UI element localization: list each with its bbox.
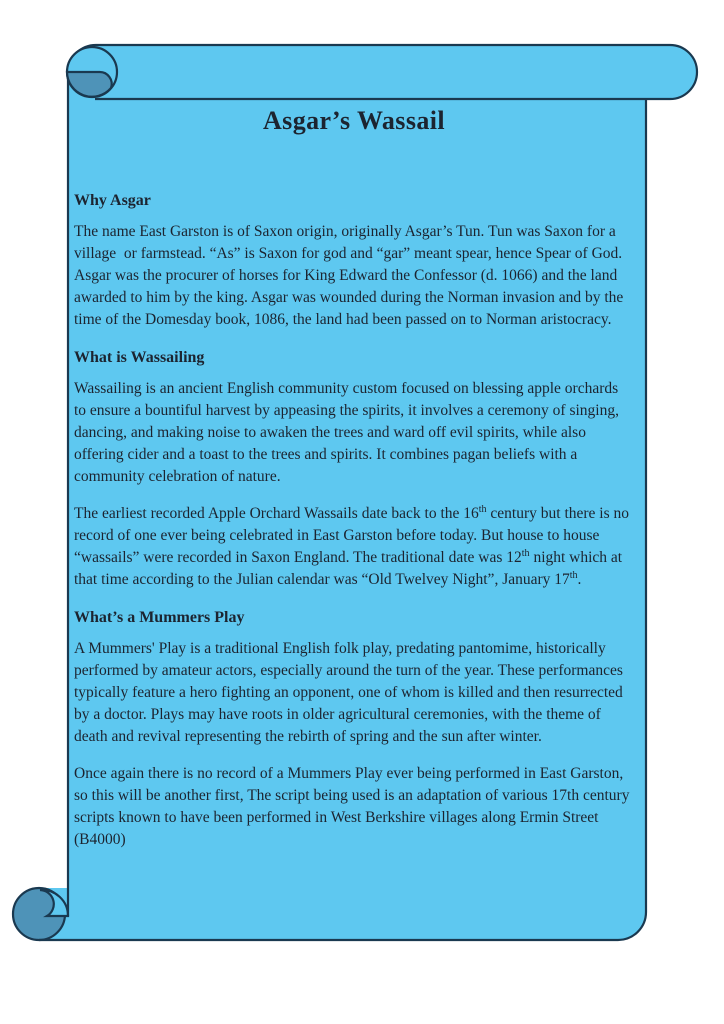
section-heading-why-asgar: Why Asgar bbox=[74, 192, 151, 209]
section-heading-what-is-wassailing: What is Wassailing bbox=[74, 349, 205, 366]
paragraph-wassail-history: The earliest recorded Apple Orchard Wassails date back to the 16th century but there is no record of one ever being celebrated in East Garston before today. But house to house “wassails” were recorded in Saxon England. The traditional date was 12th night which at that time according to the Julian calendar was “Old Twelvey Night”, January 17th. bbox=[74, 503, 633, 588]
scroll-content bbox=[74, 106, 634, 866]
section-heading-mummers-play: What’s a Mummers Play bbox=[74, 609, 245, 626]
paragraph-mummers-history: Once again there is no record of a Mummers Play ever being performed in East Garston, so this will be another first, The script being used is an adaptation of various 17th century scripts known to have been performed in West Berkshire villages along Ermin Street (B4000) bbox=[74, 765, 634, 848]
paragraph-mummers-play: A Mummers' Play is a traditional English folk play, predating pantomime, historically performed by amateur actors, especially around the turn of the year. These performances typically feature a hero fighting an opponent, one of whom is killed and then resurrected by a doctor. Plays may have roots in older agricultural ceremonies, with the theme of death and revival representing the rebirth of spring and the sun after winter. bbox=[74, 640, 627, 745]
document-title: Asgar’s Wassail bbox=[263, 106, 445, 135]
paragraph-why-asgar: The name East Garston is of Saxon origin, originally Asgar’s Tun. Tun was Saxon for a village or farmstead. “As” is Saxon for god and “gar” meant spear, hence Spear of God. Asgar was the procurer of horses for King Edward the Confessor (d. 1066) and the land awarded to him by the king. Asgar was wounded during the Norman invasion and by the time of the Domesday book, 1086, the land had been passed on to Norman aristocracy. bbox=[74, 223, 628, 328]
paragraph-wassailing-custom: Wassailing is an ancient English community custom focused on blessing apple orchards to ensure a bountiful harvest by appeasing the spirits, it involves a ceremony of singing, dancing, and making noise to awaken the trees and ward off evil spirits, while also offering cider and a toast to the trees and spirits. It combines pagan beliefs with a community celebration of nature. bbox=[74, 380, 623, 485]
scroll-top-roll bbox=[68, 45, 697, 99]
